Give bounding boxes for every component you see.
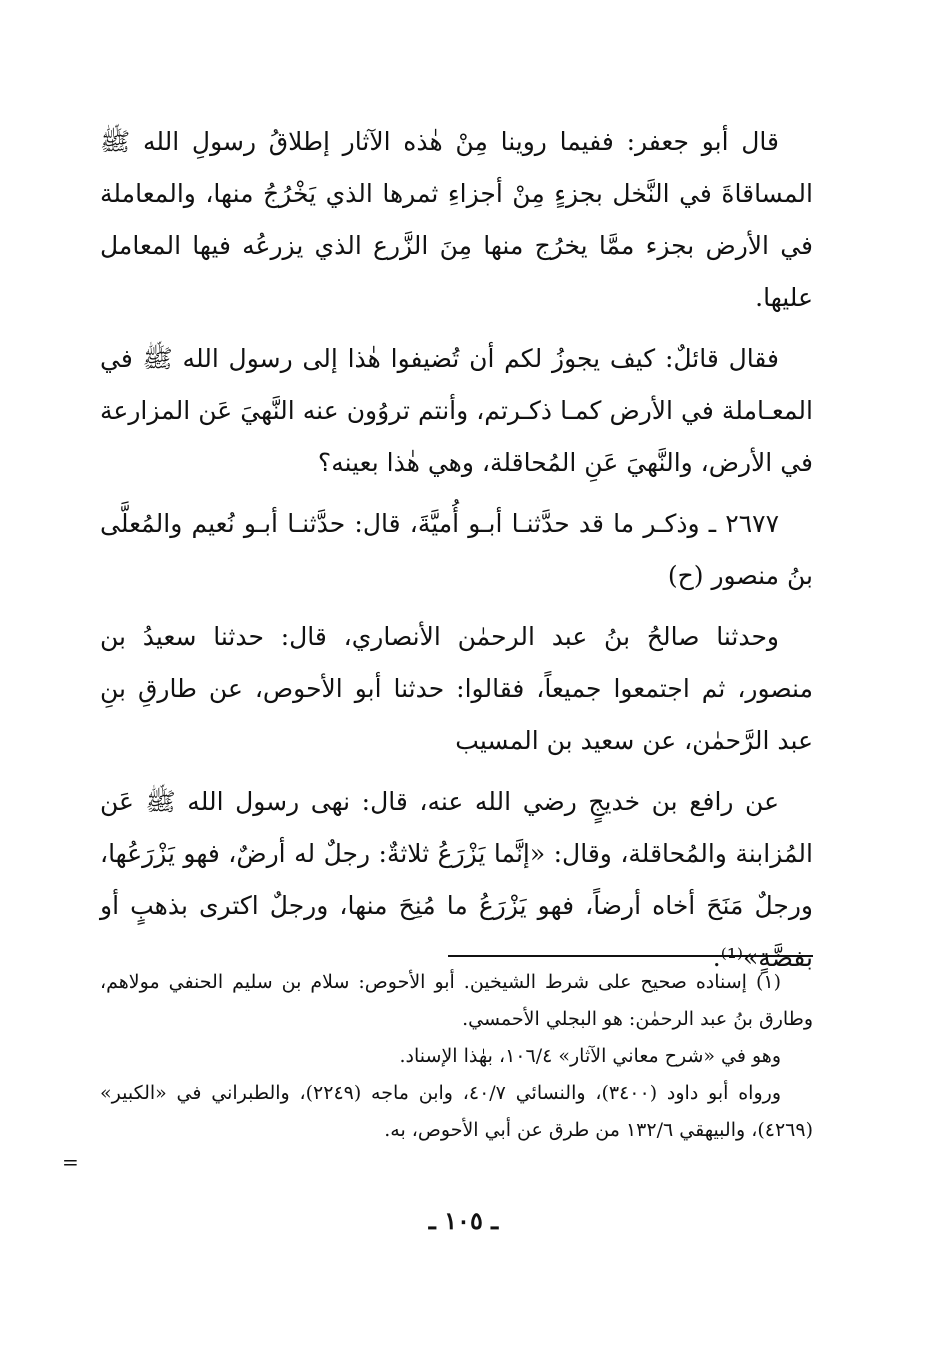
paragraph-isnad-continued: وحدثنا صالحُ بنُ عبد الرحمٰن الأنصاري، قال: حدثنا سعيدُ بن منصور، ثم اجتمعوا جميعاً، فقالوا: حدثنا أبو الأحوص، عن طارقِ بنِ عبد الرَّحمٰن، عن سعيد بن المسيب — [100, 622, 813, 755]
footnote-1-references: ورواه أبو داود (٣٤٠٠)، والنسائي ٤٠/٧، وابن ماجه (٢٢٤٩)، والطبراني في «الكبير» (٤٢٦٩)، والبيهقي ١٣٢/٦ من طرق عن أبي الأحوص، به. — [100, 1082, 813, 1141]
page-number: ـ ١٠٥ ـ — [428, 1206, 499, 1235]
paragraph-objection: فقال قائلٌ: كيف يجوزُ لكم أن تُضيفوا هٰذا إلى رسول الله ﷺ في المعـاملة في الأرض كمـا ذكـرتم، وأنتم تروُون عنه النَّهيَ عَن المزارعة في الأرض، والنَّهيَ عَنِ المُحاقلة، وهي هٰذا بعينه؟ — [100, 344, 813, 477]
paragraph-hadith-2677-isnad: ٢٦٧٧ ـ وذكـر ما قد حدَّثنـا أبـو أُميَّةَ، قال: حدَّثنـا أبـو نُعيم والمُعلَّى بنُ منصور (ح) — [100, 509, 813, 590]
main-text — [100, 116, 813, 993]
paragraph-commentary: قال أبو جعفر: ففيما روينا مِنْ هٰذه الآثار إطلاقُ رسولِ الله ﷺ المساقاةَ في النَّخل بجزءٍ مِنْ أجزاءِ ثمرها الذي يَخْرُجُ منها، والمعاملة في الأرض بجزء ممَّا يخرُج منها مِنَ الزَّرع الذي يزرعُه فيها المعامل عليها. — [100, 127, 813, 312]
footnote-1: (١) إسناده صحيح على شرط الشيخين. أبو الأحوص: سلام بن سليم الحنفي مولاهم، وطارق بنُ عبد الرحمٰن: هو البجلي الأحمسي. — [100, 971, 813, 1030]
footnotes — [100, 964, 813, 1149]
footnote-1-source: وهو في «شرح معاني الآثار» ١٠٦/٤، بهٰذا الإسناد. — [399, 1045, 781, 1067]
footnote-separator-line — [448, 955, 813, 957]
continuation-mark: = — [62, 1150, 79, 1174]
paragraph-hadith-matn: عن رافع بن خديجٍ رضي الله عنه، قال: نهى رسول الله ﷺ عَن المُزابنة والمُحاقلة، وقال: «إنَّما يَزْرَعُ ثلاثةٌ: رجلٌ له أرضٌ، فهو يَزْرَعُها، ورجلٌ مَنَحَ أخاه أرضاً، فهو يَزْرَعُ ما مُنِحَ منها، ورجلٌ اكترى بذهبٍ أو بفضَّةٍ»⁽¹⁾. — [100, 787, 813, 972]
